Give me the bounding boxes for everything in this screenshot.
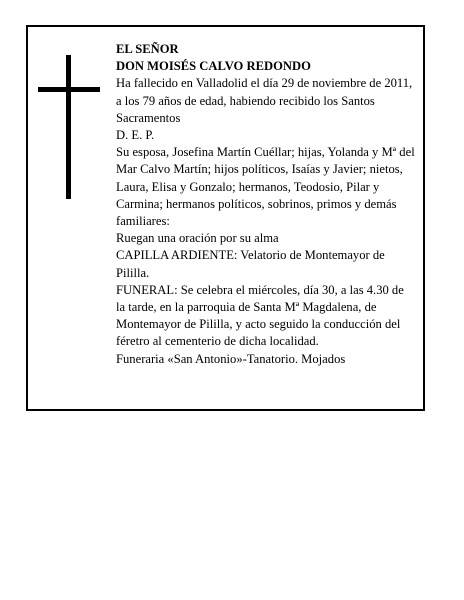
funeral-home: Funeraria «San Antonio»-Tanatorio. Mojados: [116, 351, 346, 366]
family-list: Su esposa, Josefina Martín Cuéllar; hijas, Yolanda y Mª del Mar Calvo Martín; hijos políticos, Isaías y Javier; nietos, Laura, Elisa y Gonzalo; hermanos, Teodosio, Pilar y Carmina; hermanos políticos, sobrinos, primos y demás familiares:: [116, 145, 415, 229]
cross-icon: [38, 55, 100, 199]
chapel-info: CAPILLA ARDIENTE: Velatorio de Montemayor de Pililla.: [116, 248, 385, 280]
obituary-notice: [26, 25, 425, 411]
notice-heading: EL SEÑOR: [116, 42, 179, 56]
death-info: Ha fallecido en Valladolid el día 29 de noviembre de 2011, a los 79 años de edad, habiendo recibido los Santos Sacramentos: [116, 76, 413, 125]
obituary-text: [116, 41, 416, 368]
deceased-name: DON MOISÉS CALVO REDONDO: [116, 59, 311, 74]
dep-text: D. E. P.: [116, 128, 155, 143]
prayer-request: Ruegan una oración por su alma: [116, 231, 279, 246]
cross-vertical-bar: [66, 55, 71, 199]
funeral-info: FUNERAL: Se celebra el miércoles, día 30, a las 4.30 de la tarde, en la parroquia de Santa Mª Magdalena, de Montemayor de Pililla, y acto seguido la conducción del féretro al cementerio de dicha localidad.: [116, 282, 404, 349]
cross-horizontal-bar: [38, 87, 100, 92]
